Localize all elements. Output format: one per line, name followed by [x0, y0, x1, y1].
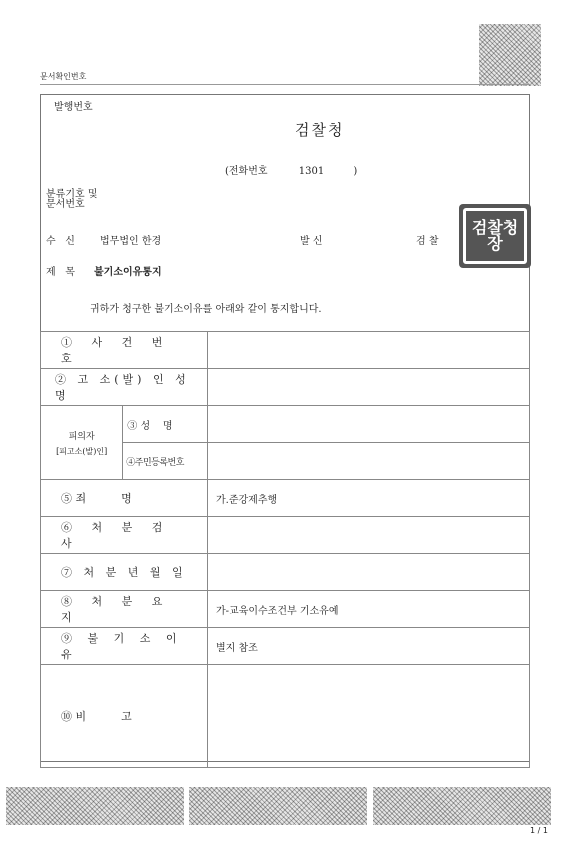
- disposition-date-value: [208, 554, 530, 591]
- disposition-date-label: ⑦ 처 분 년 월 일: [41, 554, 208, 591]
- case-number-value: [208, 332, 530, 369]
- remarks-label: ⑩ 비 고: [41, 665, 208, 768]
- class-label-line2: 문서번호: [46, 199, 85, 210]
- name-value: [208, 406, 530, 443]
- barcode-image-3: [373, 787, 551, 825]
- barcode-image-2: [189, 787, 367, 825]
- phone-label: (전화번호: [225, 166, 268, 177]
- classification-label: [46, 190, 97, 210]
- subject-value: 불기소이유통지: [94, 267, 162, 278]
- non-indictment-reason-value: 별지 참조: [208, 628, 530, 665]
- class-label-line1: 분류기호 및: [46, 189, 98, 200]
- complainant-value: [208, 369, 530, 406]
- suspect-sublabel: [피고소(발)인]: [56, 446, 108, 456]
- non-indictment-reason-label: ⑨ 불 기 소 이 유: [41, 628, 208, 665]
- disposition-table: [40, 331, 530, 768]
- sender-label: 발 신: [300, 236, 323, 247]
- top-rule: [40, 84, 530, 85]
- barcode-image-1: [6, 787, 184, 825]
- phone-close: ): [353, 166, 358, 177]
- table-row: [41, 665, 530, 768]
- case-number-label: ① 사 건 번 호: [41, 332, 208, 369]
- crime-label: ⑤ 죄 명: [41, 480, 208, 517]
- disposition-gist-label: ⑧ 처 분 요 지: [41, 591, 208, 628]
- seal-text: 검찰청장: [463, 208, 527, 264]
- page-title: 검찰청: [295, 121, 345, 139]
- phone-line: [225, 162, 357, 177]
- doc-check-label: 문서확인번호: [40, 72, 87, 81]
- table-row: [41, 517, 530, 554]
- remarks-value: [208, 665, 530, 768]
- disposition-gist-value: 가-교육이수조건부 기소유예: [208, 591, 530, 628]
- table-row: [41, 480, 530, 517]
- page-number: 1 / 1: [530, 826, 548, 835]
- prosecutor-value: [208, 517, 530, 554]
- sender-value: 검 찰: [416, 236, 439, 247]
- verification-code-image: [479, 24, 541, 86]
- table-row: [41, 554, 530, 591]
- official-seal: [459, 204, 531, 268]
- rrn-label: ④주민등록번호: [123, 443, 208, 480]
- intro-text: 귀하가 청구한 불기소이유를 아래와 같이 통지합니다.: [90, 304, 322, 315]
- name-label: ③ 성 명: [123, 406, 208, 443]
- suspect-label: 피의자: [68, 431, 95, 442]
- table-row: [41, 332, 530, 369]
- rrn-value: [208, 443, 530, 480]
- table-row: [41, 628, 530, 665]
- table-row: [41, 406, 530, 443]
- recipient-label: 수 신: [46, 236, 75, 247]
- subject-label: 제 목: [46, 267, 75, 278]
- phone-number: 1301: [298, 166, 325, 177]
- prosecutor-label: ⑥ 처 분 검 사: [41, 517, 208, 554]
- recipient-value: 법무법인 한경: [100, 236, 162, 247]
- suspect-label-cell: [41, 406, 123, 480]
- complainant-label: ② 고 소(발) 인 성 명: [41, 369, 208, 406]
- table-row: [41, 591, 530, 628]
- issue-number-label: 발행번호: [54, 102, 93, 113]
- table-row: [41, 369, 530, 406]
- crime-value: 가.준강제추행: [208, 480, 530, 517]
